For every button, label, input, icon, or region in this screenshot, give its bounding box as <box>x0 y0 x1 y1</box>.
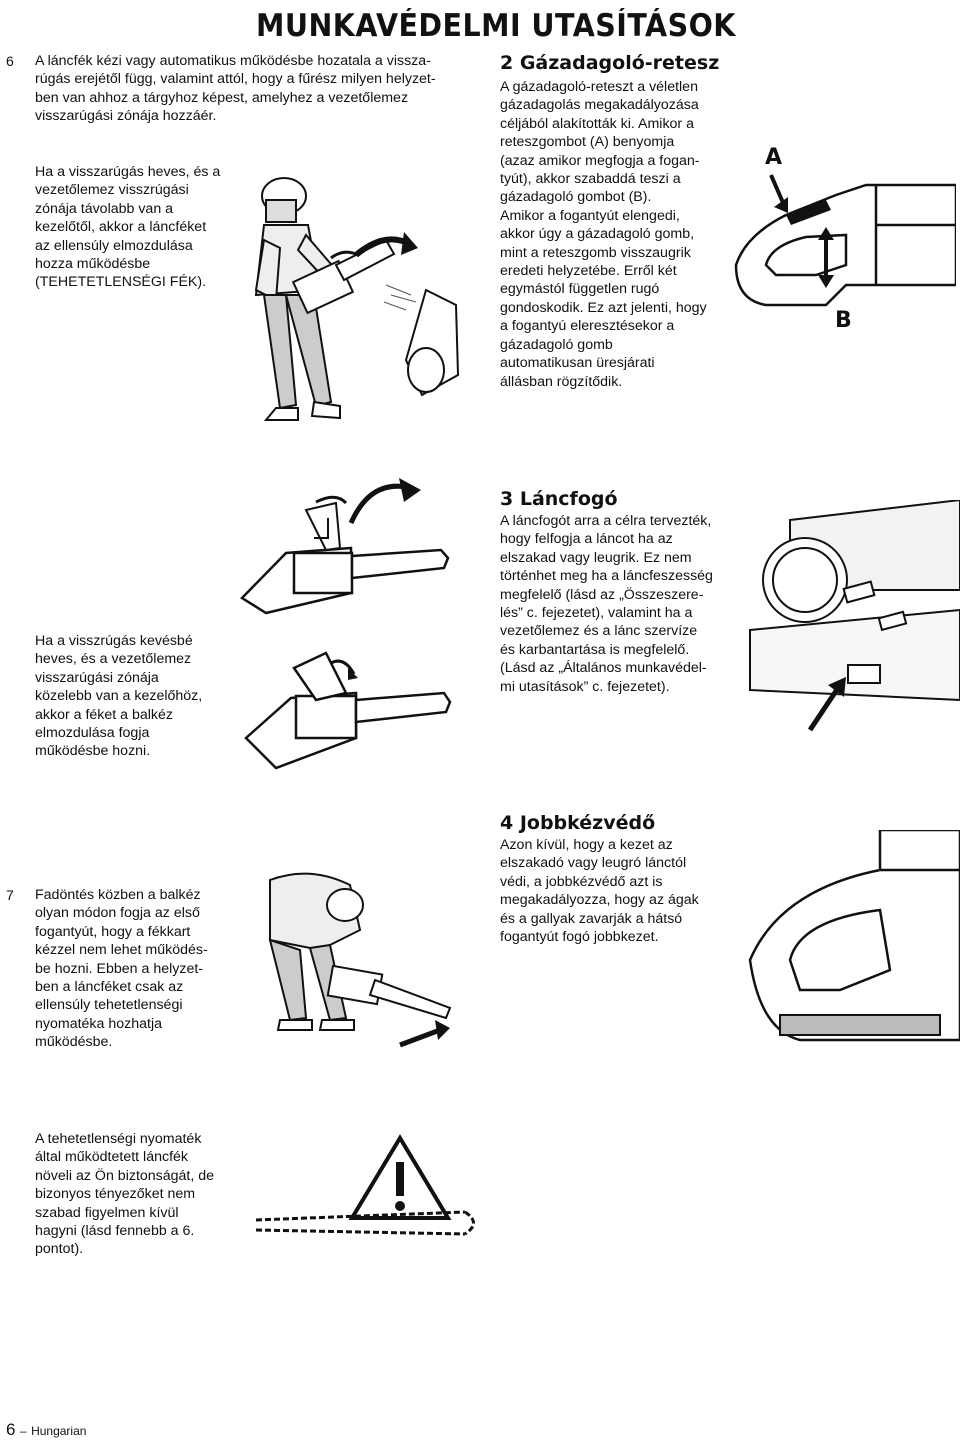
footer-separator: – <box>19 1424 27 1438</box>
section3-title: 3 Láncfogó <box>500 488 618 510</box>
section2-title: 2 Gázadagoló-retesz <box>500 52 720 74</box>
item-number-6: 6 <box>6 53 14 69</box>
chain-catcher-illustration <box>740 500 960 740</box>
footer-language: Hungarian <box>31 1424 87 1438</box>
item-number-7: 7 <box>6 887 14 903</box>
label-a: A <box>765 145 783 170</box>
right-hand-guard-illustration <box>740 830 960 1050</box>
label-b: B <box>835 308 852 333</box>
throttle-lockout-illustration <box>726 145 956 335</box>
item6-text: A láncfék kézi vagy automatikus működésbe hozatala a vissza- rúgás erejétől függ, valamint attól, hogy a fűrész milyen helyzet- ben van ahhoz a tárgyhoz képest, amelyhez a vezetőlemez visszarúgási zónája hozzáér. <box>35 53 436 125</box>
section2-text: A gázadagoló-reteszt a véletlen gázadagolás megakadályozása céljából alakították ki. Amikor a reteszgombot (A) benyomja (azaz amikor megfogja a fogan- tyút), akkor szabaddá teszi a gázadagoló gombot (B). Amikor a fogantyút elengedi, akkor úgy a gázadagoló gomb, mint a reteszgomb visszaugrik eredeti helyzetébe. Erről két egymástól független rugó gondoskodik. Ez azt jelenti, hogy a fogantyú eleresztésekor a gázadagoló gomb automatikusan üresjárati állásban rögzítődik. <box>500 79 707 390</box>
felling-operator-illustration <box>250 860 485 1070</box>
item6-para2: Ha a visszarúgás heves, és a vezetőlemez visszrúgási zónája távolabb van a kezelőtől, akkor a láncféket az ellensúly elmozdulása hozza működésbe (TEHETETLENSÉGI FÉK). <box>35 164 221 291</box>
page-title: MUNKAVÉDELMI UTASÍTÁSOK <box>256 8 736 44</box>
kickback-saw-illustration <box>236 478 476 778</box>
section4-text: Azon kívül, hogy a kezet az elszakadó vagy leugró lánctól védi, a jobbkézvédő azt is megakadályozza, hogy az ágak és a gallyak zavarják a hátsó fogantyút fogó jobbkezet. <box>500 837 699 946</box>
section4-title: 4 Jobbkézvédő <box>500 812 656 834</box>
chain-warning-illustration <box>250 1130 490 1240</box>
page-number: 6 <box>6 1420 16 1439</box>
page-footer <box>6 1420 86 1440</box>
kickback-operator-illustration <box>236 170 476 445</box>
item6-para3: Ha a visszrúgás kevésbé heves, és a vezetőlemez visszarúgási zónája közelebb van a kezelőhöz, akkor a féket a balkéz elmozdulása fogja működésbe hozni. <box>35 633 203 760</box>
section3-text: A láncfogót arra a célra tervezték, hogy felfogja a láncot ha az elszakad vagy leugrik. Ez nem történhet meg ha a láncfeszesség megfelelő (lásd az „Összeszere- lés” c. fejezetet), valamint ha a vezetőlemez és a lánc szervíze és karbantartása is megfelelő. (Lásd az „Általános munkavédel- mi utasítások” c. fejezetet). <box>500 513 713 695</box>
inertia-note: A tehetetlenségi nyomaték által működtetett láncfék növeli az Ön biztonságát, de bizonyos tényezőket nem szabad figyelmen kívül hagyni (lásd fennebb a 6. pontot). <box>35 1131 215 1258</box>
item7-text: Fadöntés közben a balkéz olyan módon fogja az első fogantyút, hogy a fékkart kézzel nem lehet működés- be hozni. Ebben a helyzet- ben a láncféket csak az ellensúly tehetetlenségi nyomatéka hozhatja működésbe. <box>35 887 208 1051</box>
